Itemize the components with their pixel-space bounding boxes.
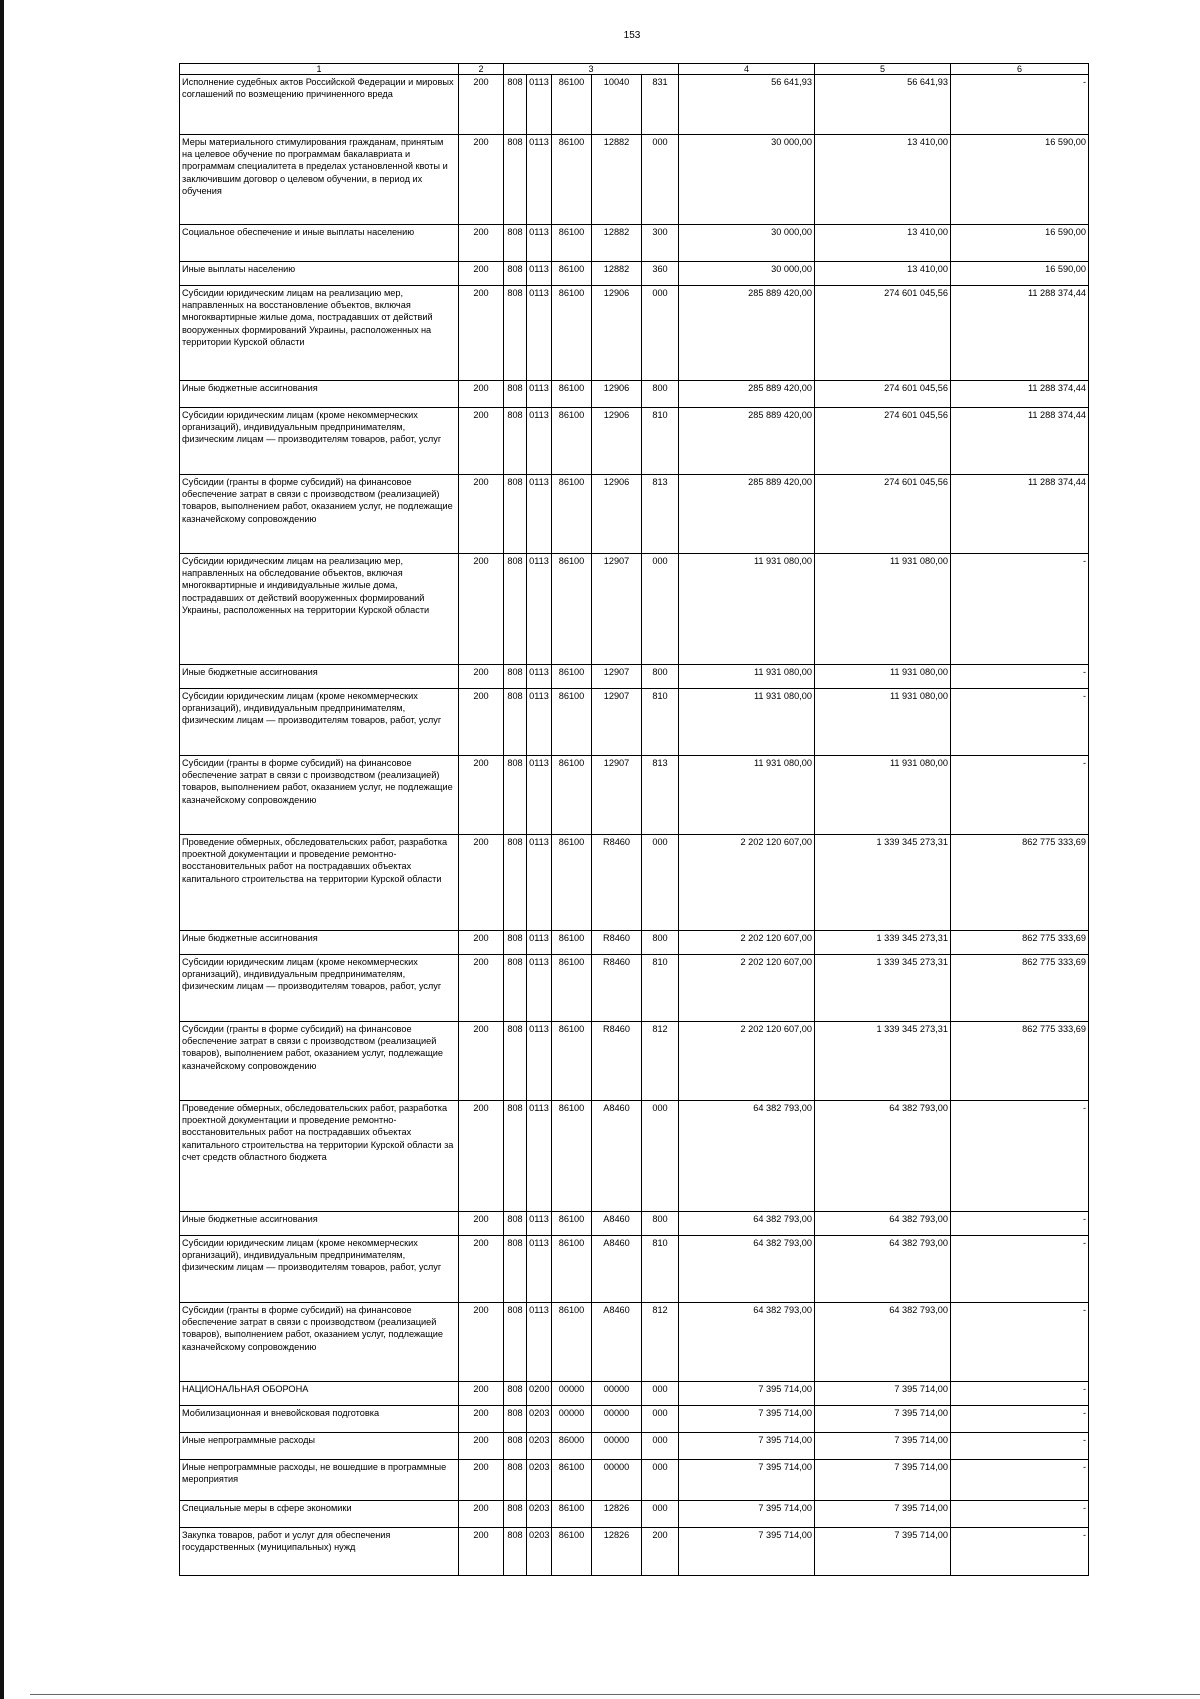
row-value-6: 862 775 333,69 — [951, 1022, 1089, 1101]
row-name: Проведение обмерных, обследовательских работ, разработка проектной документации и проведение ремонтно-восстановительных работ на пострадавших объектах капитального строительства на территории Курской области за счет средств областного бюджета — [180, 1101, 459, 1212]
row-value-4: 64 382 793,00 — [679, 1101, 815, 1212]
row-name: Иные бюджетные ассигнования — [180, 381, 459, 408]
row-name: Субсидии (гранты в форме субсидий) на финансовое обеспечение затрат в связи с производством (реализацией) товаров, выполнением работ, оказанием услуг, не подлежащие казначейскому сопровождению — [180, 756, 459, 835]
row-grbs: 200 — [459, 225, 504, 262]
row-grbs: 200 — [459, 286, 504, 381]
row-code-5: 831 — [642, 75, 679, 135]
row-code-2: 0113 — [527, 689, 552, 756]
row-value-6: - — [951, 554, 1089, 665]
row-code-3: 86100 — [552, 475, 592, 554]
row-code-4: A8460 — [592, 1212, 642, 1236]
row-code-4: 12906 — [592, 286, 642, 381]
table-row — [180, 1501, 1089, 1528]
row-value-6: 11 288 374,44 — [951, 381, 1089, 408]
header-col-5: 5 — [815, 64, 951, 75]
row-code-3: 86100 — [552, 286, 592, 381]
row-value-5: 13 410,00 — [815, 225, 951, 262]
row-code-2: 0113 — [527, 225, 552, 262]
row-code-3: 86100 — [552, 955, 592, 1022]
row-code-4: 12906 — [592, 408, 642, 475]
row-value-5: 274 601 045,56 — [815, 381, 951, 408]
row-value-5: 56 641,93 — [815, 75, 951, 135]
row-code-2: 0113 — [527, 955, 552, 1022]
row-value-4: 64 382 793,00 — [679, 1303, 815, 1382]
row-code-5: 800 — [642, 931, 679, 955]
row-value-4: 2 202 120 607,00 — [679, 1022, 815, 1101]
row-code-2: 0113 — [527, 1236, 552, 1303]
row-grbs: 200 — [459, 665, 504, 689]
header-row — [180, 64, 1089, 75]
table-row — [180, 835, 1089, 931]
row-name: Закупка товаров, работ и услуг для обеспечения государственных (муниципальных) нужд — [180, 1528, 459, 1576]
row-code-1: 808 — [504, 554, 527, 665]
row-name: Субсидии юридическим лицам (кроме некоммерческих организаций), индивидуальным предпринимателям, физическим лицам — производителям товаров, работ, услуг — [180, 689, 459, 756]
row-value-6: 11 288 374,44 — [951, 408, 1089, 475]
row-value-6: - — [951, 1303, 1089, 1382]
budget-table — [179, 63, 1089, 1576]
row-code-2: 0203 — [527, 1460, 552, 1501]
row-grbs: 200 — [459, 381, 504, 408]
row-value-5: 7 395 714,00 — [815, 1382, 951, 1406]
row-code-5: 000 — [642, 1501, 679, 1528]
row-code-3: 00000 — [552, 1406, 592, 1433]
row-value-4: 30 000,00 — [679, 135, 815, 225]
row-code-5: 810 — [642, 955, 679, 1022]
table-row — [180, 1022, 1089, 1101]
row-code-5: 813 — [642, 475, 679, 554]
row-code-1: 808 — [504, 756, 527, 835]
row-code-1: 808 — [504, 262, 527, 286]
row-code-2: 0203 — [527, 1406, 552, 1433]
row-grbs: 200 — [459, 75, 504, 135]
row-name: Иные непрограммные расходы — [180, 1433, 459, 1460]
row-code-1: 808 — [504, 381, 527, 408]
row-grbs: 200 — [459, 408, 504, 475]
header-col-3: 3 — [504, 64, 679, 75]
row-value-6: - — [951, 1101, 1089, 1212]
row-code-5: 000 — [642, 1460, 679, 1501]
row-code-5: 812 — [642, 1022, 679, 1101]
row-name: Мобилизационная и вневойсковая подготовка — [180, 1406, 459, 1433]
row-code-3: 86100 — [552, 1501, 592, 1528]
row-code-5: 360 — [642, 262, 679, 286]
row-code-2: 0113 — [527, 286, 552, 381]
row-code-5: 810 — [642, 1236, 679, 1303]
row-code-2: 0113 — [527, 756, 552, 835]
row-code-4: 00000 — [592, 1433, 642, 1460]
row-value-5: 274 601 045,56 — [815, 286, 951, 381]
row-code-4: 12882 — [592, 135, 642, 225]
row-code-5: 000 — [642, 835, 679, 931]
row-code-1: 808 — [504, 1460, 527, 1501]
row-name: Исполнение судебных актов Российской Федерации и мировых соглашений по возмещению причиненного вреда — [180, 75, 459, 135]
row-code-3: 86100 — [552, 1236, 592, 1303]
row-code-2: 0113 — [527, 665, 552, 689]
header-col-2: 2 — [459, 64, 504, 75]
row-value-5: 1 339 345 273,31 — [815, 835, 951, 931]
row-code-1: 808 — [504, 955, 527, 1022]
row-value-4: 285 889 420,00 — [679, 381, 815, 408]
row-value-6: - — [951, 689, 1089, 756]
table-row — [180, 955, 1089, 1022]
row-code-2: 0113 — [527, 381, 552, 408]
row-code-3: 86100 — [552, 689, 592, 756]
table-row — [180, 756, 1089, 835]
row-value-4: 11 931 080,00 — [679, 665, 815, 689]
row-grbs: 200 — [459, 835, 504, 931]
header-col-1: 1 — [180, 64, 459, 75]
row-value-4: 7 395 714,00 — [679, 1433, 815, 1460]
row-value-5: 7 395 714,00 — [815, 1501, 951, 1528]
row-value-6: - — [951, 1236, 1089, 1303]
row-code-1: 808 — [504, 1236, 527, 1303]
row-code-2: 0113 — [527, 75, 552, 135]
row-name: Проведение обмерных, обследовательских работ, разработка проектной документации и проведение ремонтно-восстановительных работ на пострадавших объектах капитального строительства на территории Курской области — [180, 835, 459, 931]
row-name: Специальные меры в сфере экономики — [180, 1501, 459, 1528]
row-code-3: 86100 — [552, 756, 592, 835]
row-code-5: 813 — [642, 756, 679, 835]
row-name: Меры материального стимулирования гражданам, принятым на целевое обучение по программам бакалавриата и программам специалитета в пределах установленной квоты и заключившим договор о целевом обучении, в период их обучения — [180, 135, 459, 225]
row-value-4: 7 395 714,00 — [679, 1528, 815, 1576]
row-code-4: 12882 — [592, 225, 642, 262]
row-value-6: 862 775 333,69 — [951, 835, 1089, 931]
table-row — [180, 381, 1089, 408]
row-name: Субсидии (гранты в форме субсидий) на финансовое обеспечение затрат в связи с производством (реализацией товаров), выполнением работ, оказанием услуг, подлежащие казначейскому сопровождению — [180, 1303, 459, 1382]
row-code-5: 000 — [642, 286, 679, 381]
row-name: Иные выплаты населению — [180, 262, 459, 286]
row-value-6: - — [951, 1433, 1089, 1460]
row-code-1: 808 — [504, 286, 527, 381]
row-code-3: 86100 — [552, 225, 592, 262]
row-grbs: 200 — [459, 955, 504, 1022]
row-value-5: 13 410,00 — [815, 135, 951, 225]
row-code-3: 86100 — [552, 665, 592, 689]
row-value-5: 7 395 714,00 — [815, 1406, 951, 1433]
row-code-1: 808 — [504, 225, 527, 262]
row-code-1: 808 — [504, 1501, 527, 1528]
row-code-5: 200 — [642, 1528, 679, 1576]
row-value-5: 11 931 080,00 — [815, 665, 951, 689]
row-value-6: 11 288 374,44 — [951, 475, 1089, 554]
row-code-4: 10040 — [592, 75, 642, 135]
row-code-2: 0113 — [527, 1212, 552, 1236]
row-name: Социальное обеспечение и иные выплаты населению — [180, 225, 459, 262]
row-code-1: 808 — [504, 1382, 527, 1406]
table-row — [180, 475, 1089, 554]
row-code-4: 00000 — [592, 1460, 642, 1501]
row-grbs: 200 — [459, 1501, 504, 1528]
row-code-5: 800 — [642, 1212, 679, 1236]
row-code-4: A8460 — [592, 1236, 642, 1303]
row-name: Субсидии (гранты в форме субсидий) на финансовое обеспечение затрат в связи с производством (реализацией товаров), выполнением работ, оказанием услуг, подлежащие казначейскому сопровождению — [180, 1022, 459, 1101]
row-grbs: 200 — [459, 1022, 504, 1101]
row-code-1: 808 — [504, 1406, 527, 1433]
row-code-3: 86100 — [552, 408, 592, 475]
row-name: Субсидии юридическим лицам на реализацию мер, направленных на восстановление объектов, включая многоквартирные жилые дома, пострадавших от действий вооруженных формирований Украины, расположенных на территории Курской области — [180, 286, 459, 381]
row-code-3: 86100 — [552, 554, 592, 665]
row-grbs: 200 — [459, 1382, 504, 1406]
row-grbs: 200 — [459, 1406, 504, 1433]
row-code-3: 86100 — [552, 262, 592, 286]
table-row — [180, 665, 1089, 689]
row-value-4: 7 395 714,00 — [679, 1382, 815, 1406]
row-value-5: 1 339 345 273,31 — [815, 931, 951, 955]
row-name: НАЦИОНАЛЬНАЯ ОБОРОНА — [180, 1382, 459, 1406]
row-code-4: 00000 — [592, 1382, 642, 1406]
row-code-3: 86100 — [552, 1528, 592, 1576]
row-code-3: 86100 — [552, 381, 592, 408]
row-value-4: 2 202 120 607,00 — [679, 931, 815, 955]
row-code-3: 86100 — [552, 1022, 592, 1101]
row-value-4: 2 202 120 607,00 — [679, 835, 815, 931]
row-value-5: 64 382 793,00 — [815, 1101, 951, 1212]
row-value-4: 7 395 714,00 — [679, 1406, 815, 1433]
row-code-5: 000 — [642, 554, 679, 665]
row-code-3: 86100 — [552, 835, 592, 931]
row-code-1: 808 — [504, 1433, 527, 1460]
row-grbs: 200 — [459, 135, 504, 225]
row-grbs: 200 — [459, 1528, 504, 1576]
row-code-4: R8460 — [592, 1022, 642, 1101]
row-code-2: 0203 — [527, 1433, 552, 1460]
row-code-4: 12907 — [592, 665, 642, 689]
row-code-4: R8460 — [592, 931, 642, 955]
row-value-4: 285 889 420,00 — [679, 408, 815, 475]
row-code-4: 12826 — [592, 1528, 642, 1576]
row-value-6: 11 288 374,44 — [951, 286, 1089, 381]
row-grbs: 200 — [459, 756, 504, 835]
row-code-1: 808 — [504, 1022, 527, 1101]
row-code-1: 808 — [504, 408, 527, 475]
scan-bottom-edge — [30, 1694, 1200, 1695]
row-grbs: 200 — [459, 1433, 504, 1460]
row-code-2: 0113 — [527, 135, 552, 225]
table-row — [180, 135, 1089, 225]
row-name: Иные бюджетные ассигнования — [180, 1212, 459, 1236]
row-name: Субсидии юридическим лицам (кроме некоммерческих организаций), индивидуальным предпринимателям, физическим лицам — производителям товаров, работ, услуг — [180, 955, 459, 1022]
row-value-4: 7 395 714,00 — [679, 1501, 815, 1528]
row-code-4: 12907 — [592, 689, 642, 756]
row-value-4: 30 000,00 — [679, 262, 815, 286]
row-code-2: 0113 — [527, 475, 552, 554]
table-row — [180, 689, 1089, 756]
table-row — [180, 1212, 1089, 1236]
row-name: Субсидии юридическим лицам на реализацию мер, направленных на обследование объектов, включая многоквартирные и индивидуальные жилые дома, пострадавших от действий вооруженных формирований Украины, расположенных на территории Курской области — [180, 554, 459, 665]
row-code-1: 808 — [504, 1101, 527, 1212]
row-code-4: 12907 — [592, 554, 642, 665]
row-code-3: 86100 — [552, 1101, 592, 1212]
scan-left-edge — [0, 0, 4, 1699]
row-code-3: 86100 — [552, 1212, 592, 1236]
row-value-6: - — [951, 1501, 1089, 1528]
row-grbs: 200 — [459, 689, 504, 756]
row-value-4: 11 931 080,00 — [679, 756, 815, 835]
row-code-1: 808 — [504, 1212, 527, 1236]
row-code-5: 000 — [642, 135, 679, 225]
row-value-4: 285 889 420,00 — [679, 286, 815, 381]
row-code-2: 0203 — [527, 1501, 552, 1528]
table-row — [180, 1433, 1089, 1460]
row-code-1: 808 — [504, 665, 527, 689]
row-code-3: 86100 — [552, 1303, 592, 1382]
row-grbs: 200 — [459, 554, 504, 665]
table-row — [180, 554, 1089, 665]
table-row — [180, 1382, 1089, 1406]
row-name: Иные бюджетные ассигнования — [180, 931, 459, 955]
row-code-4: 12907 — [592, 756, 642, 835]
table-row — [180, 1236, 1089, 1303]
row-value-6: - — [951, 1460, 1089, 1501]
row-grbs: 200 — [459, 1303, 504, 1382]
row-grbs: 200 — [459, 1460, 504, 1501]
row-value-4: 11 931 080,00 — [679, 689, 815, 756]
row-value-5: 64 382 793,00 — [815, 1236, 951, 1303]
table-row — [180, 1528, 1089, 1576]
row-code-2: 0113 — [527, 554, 552, 665]
row-code-4: 12826 — [592, 1501, 642, 1528]
row-value-5: 11 931 080,00 — [815, 756, 951, 835]
row-value-5: 7 395 714,00 — [815, 1460, 951, 1501]
row-code-1: 808 — [504, 135, 527, 225]
row-code-5: 812 — [642, 1303, 679, 1382]
row-value-5: 1 339 345 273,31 — [815, 955, 951, 1022]
row-code-2: 0113 — [527, 931, 552, 955]
row-value-5: 13 410,00 — [815, 262, 951, 286]
row-code-1: 808 — [504, 835, 527, 931]
row-code-4: 00000 — [592, 1406, 642, 1433]
row-value-4: 285 889 420,00 — [679, 475, 815, 554]
row-value-5: 11 931 080,00 — [815, 689, 951, 756]
row-value-6: - — [951, 665, 1089, 689]
row-grbs: 200 — [459, 931, 504, 955]
row-value-5: 7 395 714,00 — [815, 1528, 951, 1576]
row-value-4: 56 641,93 — [679, 75, 815, 135]
row-code-5: 000 — [642, 1433, 679, 1460]
table-row — [180, 1101, 1089, 1212]
row-code-2: 0200 — [527, 1382, 552, 1406]
row-code-2: 0113 — [527, 262, 552, 286]
row-value-5: 11 931 080,00 — [815, 554, 951, 665]
table-row — [180, 75, 1089, 135]
row-value-5: 64 382 793,00 — [815, 1212, 951, 1236]
row-code-5: 000 — [642, 1382, 679, 1406]
row-code-1: 808 — [504, 75, 527, 135]
row-code-2: 0203 — [527, 1528, 552, 1576]
row-code-1: 808 — [504, 689, 527, 756]
header-col-6: 6 — [951, 64, 1089, 75]
row-value-4: 2 202 120 607,00 — [679, 955, 815, 1022]
row-code-2: 0113 — [527, 1303, 552, 1382]
row-value-4: 64 382 793,00 — [679, 1212, 815, 1236]
row-value-4: 30 000,00 — [679, 225, 815, 262]
row-code-2: 0113 — [527, 835, 552, 931]
row-code-4: 12906 — [592, 381, 642, 408]
row-value-6: - — [951, 1406, 1089, 1433]
row-code-5: 800 — [642, 381, 679, 408]
row-code-4: 12906 — [592, 475, 642, 554]
table-row — [180, 931, 1089, 955]
row-code-3: 86100 — [552, 931, 592, 955]
row-code-5: 000 — [642, 1101, 679, 1212]
row-code-3: 00000 — [552, 1382, 592, 1406]
row-code-2: 0113 — [527, 1101, 552, 1212]
table-row — [180, 225, 1089, 262]
row-name: Субсидии (гранты в форме субсидий) на финансовое обеспечение затрат в связи с производством (реализацией) товаров, выполнением работ, оказанием услуг, не подлежащие казначейскому сопровождению — [180, 475, 459, 554]
row-code-1: 808 — [504, 1528, 527, 1576]
row-value-6: - — [951, 756, 1089, 835]
row-value-6: 862 775 333,69 — [951, 931, 1089, 955]
row-code-1: 808 — [504, 931, 527, 955]
row-value-6: 16 590,00 — [951, 135, 1089, 225]
row-name: Субсидии юридическим лицам (кроме некоммерческих организаций), индивидуальным предпринимателям, физическим лицам — производителям товаров, работ, услуг — [180, 1236, 459, 1303]
header-col-4: 4 — [679, 64, 815, 75]
row-code-1: 808 — [504, 1303, 527, 1382]
row-code-4: A8460 — [592, 1101, 642, 1212]
row-value-6: - — [951, 75, 1089, 135]
row-grbs: 200 — [459, 1212, 504, 1236]
row-code-3: 86100 — [552, 1460, 592, 1501]
row-value-6: - — [951, 1528, 1089, 1576]
row-code-5: 810 — [642, 689, 679, 756]
row-code-5: 000 — [642, 1406, 679, 1433]
row-grbs: 200 — [459, 1236, 504, 1303]
row-code-4: A8460 — [592, 1303, 642, 1382]
table-row — [180, 286, 1089, 381]
row-code-2: 0113 — [527, 1022, 552, 1101]
table-row — [180, 1406, 1089, 1433]
row-code-5: 800 — [642, 665, 679, 689]
row-value-4: 64 382 793,00 — [679, 1236, 815, 1303]
row-value-5: 7 395 714,00 — [815, 1433, 951, 1460]
row-code-4: R8460 — [592, 955, 642, 1022]
row-value-4: 11 931 080,00 — [679, 554, 815, 665]
row-code-3: 86100 — [552, 75, 592, 135]
row-code-4: R8460 — [592, 835, 642, 931]
row-value-5: 64 382 793,00 — [815, 1303, 951, 1382]
row-value-6: 16 590,00 — [951, 225, 1089, 262]
row-code-5: 300 — [642, 225, 679, 262]
row-value-4: 7 395 714,00 — [679, 1460, 815, 1501]
row-grbs: 200 — [459, 1101, 504, 1212]
row-name: Иные непрограммные расходы, не вошедшие в программные мероприятия — [180, 1460, 459, 1501]
row-value-6: 862 775 333,69 — [951, 955, 1089, 1022]
row-name: Субсидии юридическим лицам (кроме некоммерческих организаций), индивидуальным предпринимателям, физическим лицам — производителям товаров, работ, услуг — [180, 408, 459, 475]
row-code-4: 12882 — [592, 262, 642, 286]
page-number: 153 — [623, 30, 641, 41]
row-code-1: 808 — [504, 475, 527, 554]
row-code-5: 810 — [642, 408, 679, 475]
row-value-6: 16 590,00 — [951, 262, 1089, 286]
row-grbs: 200 — [459, 262, 504, 286]
row-grbs: 200 — [459, 475, 504, 554]
table-row — [180, 262, 1089, 286]
row-code-2: 0113 — [527, 408, 552, 475]
row-code-3: 86000 — [552, 1433, 592, 1460]
row-name: Иные бюджетные ассигнования — [180, 665, 459, 689]
row-value-5: 1 339 345 273,31 — [815, 1022, 951, 1101]
table-row — [180, 1303, 1089, 1382]
row-value-5: 274 601 045,56 — [815, 475, 951, 554]
table-row — [180, 1460, 1089, 1501]
row-value-6: - — [951, 1212, 1089, 1236]
row-value-5: 274 601 045,56 — [815, 408, 951, 475]
row-code-3: 86100 — [552, 135, 592, 225]
row-value-6: - — [951, 1382, 1089, 1406]
table-row — [180, 408, 1089, 475]
